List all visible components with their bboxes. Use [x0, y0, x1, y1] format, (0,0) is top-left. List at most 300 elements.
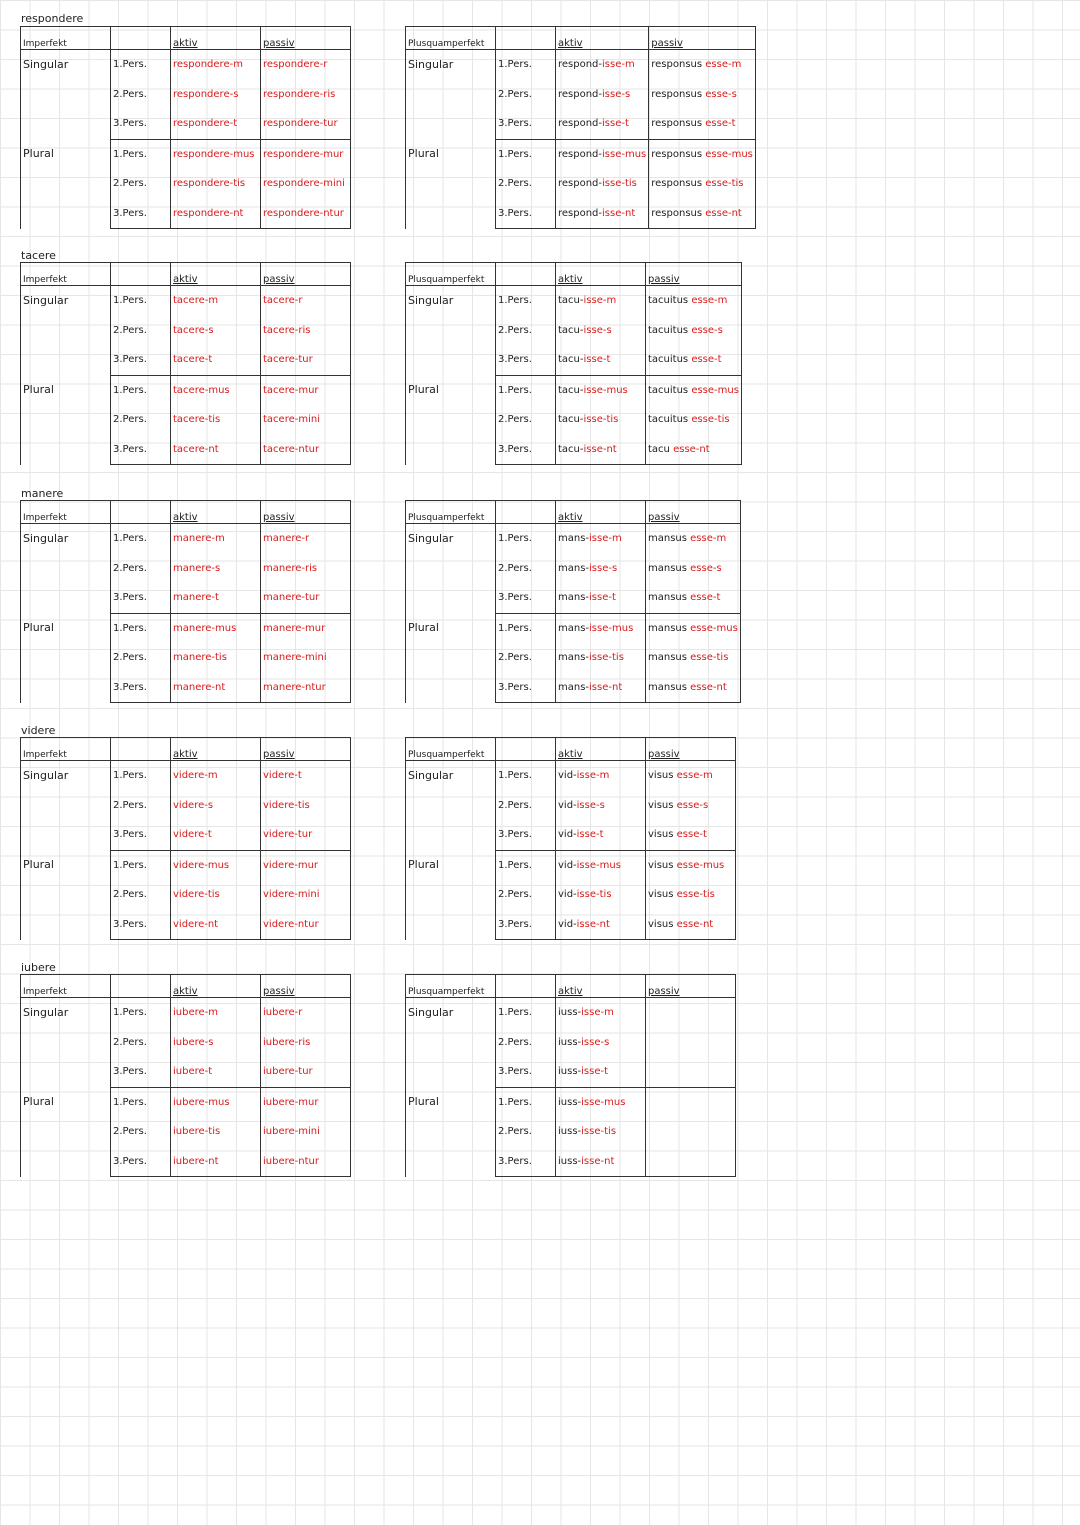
passiv-header: passiv	[646, 501, 741, 524]
person-label: 3.Pers.	[496, 199, 556, 229]
passiv-header: passiv	[261, 27, 351, 50]
form-ending: esse-t	[690, 592, 721, 604]
form-ending: videre-tis	[263, 799, 310, 811]
form-ending: isse-t	[602, 118, 629, 130]
verb-title: respondere	[21, 12, 84, 25]
form-stem: tacuitus	[648, 324, 692, 336]
passiv-form	[261, 1087, 351, 1117]
person-label: 2.Pers.	[111, 1028, 171, 1058]
tense-header: Imperfekt	[21, 975, 111, 998]
passiv-form	[261, 286, 351, 316]
aktiv-header: aktiv	[171, 975, 261, 998]
form-ending: videre-t	[263, 770, 302, 782]
table-row	[406, 998, 736, 1028]
aktiv-form	[171, 998, 261, 1028]
person-label: 2.Pers.	[496, 791, 556, 821]
aktiv-form	[556, 998, 646, 1028]
passiv-form	[261, 1057, 351, 1087]
passiv-form	[261, 820, 351, 850]
passiv-header: passiv	[261, 263, 351, 286]
aktiv-form	[556, 286, 646, 316]
form-stem: vid-	[558, 859, 577, 871]
passiv-form	[261, 199, 351, 229]
passiv-form	[261, 405, 351, 435]
table-row	[406, 524, 741, 554]
tense-header: Imperfekt	[21, 263, 111, 286]
passiv-form	[261, 375, 351, 405]
person-label: 3.Pers.	[111, 673, 171, 703]
form-ending: esse-mus	[705, 148, 753, 160]
plusquam-table-respondere	[405, 26, 756, 229]
form-ending: videre-nt	[173, 918, 219, 930]
singular-label: Singular	[21, 524, 111, 614]
form-stem: visus	[648, 859, 677, 871]
passiv-form	[261, 109, 351, 139]
form-stem: vid-	[558, 770, 577, 782]
aktiv-form	[171, 80, 261, 110]
person-label: 1.Pers.	[111, 139, 171, 169]
form-ending: esse-s	[705, 88, 737, 100]
aktiv-form	[171, 109, 261, 139]
form-ending: esse-t	[691, 354, 722, 366]
person-label: 1.Pers.	[111, 524, 171, 554]
singular-label: Singular	[406, 998, 496, 1088]
passiv-form	[646, 820, 736, 850]
aktiv-header: aktiv	[171, 27, 261, 50]
passiv-form	[261, 761, 351, 791]
aktiv-form	[556, 583, 646, 613]
person-label: 2.Pers.	[496, 643, 556, 673]
form-ending: videre-tur	[263, 829, 313, 841]
aktiv-form	[171, 1147, 261, 1177]
passiv-header: passiv	[649, 27, 756, 50]
aktiv-header: aktiv	[171, 738, 261, 761]
person-label: 1.Pers.	[496, 139, 556, 169]
person-label: 3.Pers.	[496, 435, 556, 465]
aktiv-form	[556, 80, 649, 110]
person-label: 1.Pers.	[111, 1087, 171, 1117]
form-ending: esse-tis	[705, 178, 744, 190]
aktiv-header: aktiv	[171, 501, 261, 524]
passiv-form	[646, 1028, 736, 1058]
person-label: 3.Pers.	[496, 345, 556, 375]
passiv-form	[649, 50, 756, 80]
imperfekt-table-iubere	[20, 974, 351, 1177]
form-ending: iubere-m	[173, 1007, 219, 1019]
person-header	[111, 27, 171, 50]
form-ending: esse-nt	[673, 443, 710, 455]
passiv-form	[646, 524, 741, 554]
form-ending: esse-m	[691, 295, 728, 307]
table-row	[406, 50, 756, 80]
table-row	[21, 50, 351, 80]
aktiv-form	[171, 1057, 261, 1087]
passiv-form	[646, 405, 742, 435]
plusquam-table-videre	[405, 737, 736, 940]
person-label: 1.Pers.	[111, 850, 171, 880]
form-ending: videre-mus	[173, 859, 230, 871]
form-ending: isse-m	[589, 533, 622, 545]
form-stem: mans-	[558, 622, 590, 634]
person-label: 2.Pers.	[111, 554, 171, 584]
singular-label: Singular	[406, 524, 496, 614]
person-label: 3.Pers.	[111, 1147, 171, 1177]
form-stem: iuss-	[558, 1066, 582, 1078]
aktiv-form	[556, 613, 646, 643]
aktiv-form	[556, 820, 646, 850]
form-ending: respondere-tis	[173, 178, 246, 190]
form-ending: videre-s	[173, 799, 214, 811]
person-label: 3.Pers.	[111, 910, 171, 940]
form-ending: isse-mus	[583, 384, 628, 396]
passiv-header: passiv	[646, 975, 736, 998]
form-ending: respondere-mur	[263, 148, 344, 160]
person-label: 3.Pers.	[496, 820, 556, 850]
person-label: 3.Pers.	[111, 435, 171, 465]
plusquam-table-iubere	[405, 974, 736, 1177]
form-ending: isse-nt	[602, 207, 636, 219]
aktiv-form	[171, 345, 261, 375]
form-ending: isse-tis	[589, 652, 624, 664]
table-row	[406, 850, 736, 880]
passiv-form	[646, 910, 736, 940]
table-row	[406, 613, 741, 643]
passiv-form	[261, 643, 351, 673]
form-ending: isse-nt	[581, 1155, 615, 1167]
person-header	[111, 975, 171, 998]
person-label: 1.Pers.	[111, 613, 171, 643]
aktiv-form	[171, 850, 261, 880]
form-ending: tacere-t	[173, 354, 213, 366]
verb-title: tacere	[21, 249, 56, 262]
person-label: 1.Pers.	[111, 50, 171, 80]
form-stem: responsus	[651, 59, 706, 71]
form-ending: videre-mini	[263, 889, 320, 901]
form-ending: iubere-ntur	[263, 1155, 319, 1167]
aktiv-header: aktiv	[556, 975, 646, 998]
passiv-form	[261, 345, 351, 375]
passiv-form	[261, 880, 351, 910]
form-stem: mans-	[558, 592, 590, 604]
form-ending: esse-mus	[691, 384, 739, 396]
plural-label: Plural	[406, 375, 496, 465]
form-ending: esse-t	[705, 118, 736, 130]
form-ending: iubere-nt	[173, 1155, 219, 1167]
aktiv-form	[171, 139, 261, 169]
form-stem: tacu-	[558, 384, 584, 396]
person-label: 3.Pers.	[111, 109, 171, 139]
form-ending: tacere-m	[173, 295, 219, 307]
table-row	[21, 850, 351, 880]
form-stem: tacu-	[558, 414, 584, 426]
table-row	[21, 524, 351, 554]
aktiv-form	[171, 673, 261, 703]
form-ending: isse-tis	[581, 1126, 617, 1138]
person-header	[111, 501, 171, 524]
form-ending: isse-t	[576, 829, 604, 841]
person-label: 3.Pers.	[496, 1057, 556, 1087]
person-label: 2.Pers.	[111, 791, 171, 821]
form-ending: isse-mus	[602, 148, 647, 160]
aktiv-form	[171, 524, 261, 554]
form-ending: isse-mus	[576, 859, 621, 871]
form-stem: mans-	[558, 652, 590, 664]
passiv-form	[261, 791, 351, 821]
passiv-form	[649, 139, 756, 169]
form-ending: esse-s	[691, 324, 723, 336]
person-label: 2.Pers.	[496, 1028, 556, 1058]
form-stem: tacu-	[558, 324, 584, 336]
aktiv-form	[171, 910, 261, 940]
passiv-form	[646, 1117, 736, 1147]
verb-title: manere	[21, 487, 64, 500]
form-ending: isse-tis	[583, 414, 619, 426]
form-ending: isse-s	[602, 88, 631, 100]
person-label: 2.Pers.	[111, 880, 171, 910]
aktiv-form	[556, 1117, 646, 1147]
form-ending: iubere-tur	[263, 1066, 313, 1078]
table-row	[21, 139, 351, 169]
form-ending: isse-nt	[576, 918, 610, 930]
form-stem: mansus	[648, 622, 691, 634]
passiv-form	[261, 554, 351, 584]
person-label: 1.Pers.	[111, 375, 171, 405]
form-ending: isse-nt	[589, 681, 623, 693]
person-label: 1.Pers.	[496, 524, 556, 554]
table-row	[21, 613, 351, 643]
form-stem: iuss-	[558, 1096, 582, 1108]
aktiv-form	[556, 673, 646, 703]
form-ending: respondere-nt	[173, 207, 244, 219]
passiv-form	[261, 613, 351, 643]
aktiv-form	[556, 50, 649, 80]
person-label: 2.Pers.	[111, 316, 171, 346]
person-label: 2.Pers.	[111, 643, 171, 673]
form-ending: tacere-r	[263, 295, 303, 307]
person-label: 2.Pers.	[111, 405, 171, 435]
form-stem: mansus	[648, 652, 691, 664]
aktiv-form	[556, 1028, 646, 1058]
person-label: 1.Pers.	[111, 998, 171, 1028]
aktiv-form	[556, 345, 646, 375]
form-ending: manere-r	[263, 533, 310, 545]
form-stem: tacu-	[558, 354, 584, 366]
form-ending: videre-t	[173, 829, 212, 841]
form-stem: iuss-	[558, 1036, 582, 1048]
form-ending: respondere-r	[263, 59, 328, 71]
aktiv-form	[556, 169, 649, 199]
passiv-form	[261, 169, 351, 199]
form-ending: tacere-tur	[263, 354, 313, 366]
form-ending: esse-nt	[690, 681, 727, 693]
form-ending: iubere-mini	[263, 1126, 320, 1138]
passiv-form	[646, 1087, 736, 1117]
tense-header: Imperfekt	[21, 501, 111, 524]
aktiv-form	[171, 199, 261, 229]
form-stem: visus	[648, 829, 677, 841]
person-label: 1.Pers.	[496, 761, 556, 791]
form-ending: tacere-mus	[173, 384, 230, 396]
singular-label: Singular	[21, 998, 111, 1088]
form-stem: respond-	[558, 59, 603, 71]
person-label: 3.Pers.	[496, 583, 556, 613]
aktiv-form	[171, 286, 261, 316]
person-label: 1.Pers.	[111, 286, 171, 316]
form-ending: manere-tis	[173, 652, 227, 664]
passiv-form	[649, 109, 756, 139]
singular-label: Singular	[21, 761, 111, 851]
form-ending: respondere-m	[173, 59, 243, 71]
passiv-form	[261, 998, 351, 1028]
form-stem: visus	[648, 770, 677, 782]
person-header	[496, 263, 556, 286]
singular-label: Singular	[406, 761, 496, 851]
passiv-form	[261, 139, 351, 169]
form-ending: isse-t	[583, 354, 611, 366]
person-label: 2.Pers.	[496, 169, 556, 199]
tense-header: Imperfekt	[21, 27, 111, 50]
aktiv-form	[171, 169, 261, 199]
tense-header: Plusquamperfekt	[406, 975, 496, 998]
form-ending: videre-mur	[263, 859, 319, 871]
passiv-form	[646, 375, 742, 405]
person-label: 2.Pers.	[496, 405, 556, 435]
form-stem: responsus	[651, 207, 706, 219]
form-stem: visus	[648, 918, 677, 930]
aktiv-form	[556, 375, 646, 405]
table-row	[406, 761, 736, 791]
form-ending: isse-m	[576, 770, 610, 782]
form-stem: iuss-	[558, 1007, 582, 1019]
form-ending: esse-t	[676, 829, 707, 841]
person-label: 1.Pers.	[496, 850, 556, 880]
aktiv-form	[171, 880, 261, 910]
form-stem: respond-	[558, 178, 603, 190]
form-ending: isse-mus	[581, 1096, 626, 1108]
plural-label: Plural	[406, 1087, 496, 1177]
aktiv-form	[171, 583, 261, 613]
aktiv-form	[556, 524, 646, 554]
aktiv-form	[556, 554, 646, 584]
passiv-form	[646, 791, 736, 821]
person-label: 2.Pers.	[496, 80, 556, 110]
form-ending: esse-tis	[690, 652, 729, 664]
person-label: 3.Pers.	[496, 910, 556, 940]
aktiv-form	[556, 880, 646, 910]
form-ending: tacere-mini	[263, 414, 320, 426]
aktiv-form	[171, 613, 261, 643]
form-ending: isse-m	[583, 295, 617, 307]
form-ending: respondere-ris	[263, 88, 336, 100]
form-stem: responsus	[651, 178, 706, 190]
person-label: 3.Pers.	[111, 345, 171, 375]
person-label: 1.Pers.	[496, 375, 556, 405]
form-stem: vid-	[558, 918, 577, 930]
table-row	[406, 139, 756, 169]
person-label: 2.Pers.	[496, 554, 556, 584]
aktiv-form	[556, 139, 649, 169]
passiv-header: passiv	[261, 975, 351, 998]
passiv-form	[261, 910, 351, 940]
aktiv-form	[171, 1028, 261, 1058]
form-ending: isse-s	[583, 324, 612, 336]
form-stem: tacuitus	[648, 295, 692, 307]
table-row	[406, 286, 742, 316]
passiv-form	[646, 673, 741, 703]
aktiv-form	[556, 1147, 646, 1177]
person-header	[496, 501, 556, 524]
form-ending: tacere-s	[173, 324, 214, 336]
passiv-form	[646, 345, 742, 375]
form-ending: isse-t	[581, 1066, 609, 1078]
form-ending: esse-mus	[676, 859, 725, 871]
form-stem: tacu-	[558, 443, 584, 455]
form-stem: mansus	[648, 681, 691, 693]
person-label: 1.Pers.	[496, 998, 556, 1028]
person-label: 3.Pers.	[111, 1057, 171, 1087]
form-stem: visus	[648, 889, 677, 901]
form-ending: isse-m	[602, 59, 635, 71]
passiv-form	[646, 1057, 736, 1087]
form-ending: esse-mus	[690, 622, 738, 634]
form-stem: respond-	[558, 207, 603, 219]
aktiv-header: aktiv	[556, 27, 649, 50]
form-stem: mans-	[558, 562, 590, 574]
aktiv-header: aktiv	[556, 738, 646, 761]
form-stem: respond-	[558, 148, 603, 160]
person-label: 3.Pers.	[496, 673, 556, 703]
form-ending: iubere-mus	[173, 1096, 230, 1108]
form-stem: mansus	[648, 562, 691, 574]
form-ending: tacere-mur	[263, 384, 319, 396]
aktiv-header: aktiv	[556, 501, 646, 524]
form-stem: responsus	[651, 148, 706, 160]
aktiv-form	[556, 109, 649, 139]
form-ending: esse-tis	[676, 889, 715, 901]
form-ending: videre-tis	[173, 889, 220, 901]
person-label: 1.Pers.	[111, 761, 171, 791]
form-ending: isse-nt	[583, 443, 617, 455]
form-ending: manere-mur	[263, 622, 326, 634]
passiv-form	[646, 643, 741, 673]
form-ending: esse-nt	[705, 207, 742, 219]
plural-label: Plural	[21, 139, 111, 229]
form-ending: tacere-ntur	[263, 443, 320, 455]
table-row	[406, 375, 742, 405]
form-ending: manere-s	[173, 562, 221, 574]
imperfekt-table-tacere	[20, 262, 351, 465]
form-stem: respond-	[558, 118, 603, 130]
form-ending: iubere-mur	[263, 1096, 319, 1108]
form-ending: isse-s	[576, 799, 605, 811]
form-ending: respondere-tur	[263, 118, 338, 130]
table-row	[21, 1087, 351, 1117]
passiv-form	[646, 1147, 736, 1177]
form-stem: mansus	[648, 592, 691, 604]
form-ending: manere-t	[173, 592, 219, 604]
form-ending: respondere-ntur	[263, 207, 344, 219]
aktiv-form	[171, 554, 261, 584]
form-stem: mansus	[648, 533, 691, 545]
form-ending: respondere-mini	[263, 178, 345, 190]
verb-title: videre	[21, 724, 56, 737]
form-ending: manere-ris	[263, 562, 318, 574]
form-stem: responsus	[651, 118, 706, 130]
form-ending: isse-s	[581, 1036, 610, 1048]
aktiv-form	[556, 850, 646, 880]
singular-label: Singular	[406, 50, 496, 140]
person-label: 1.Pers.	[496, 613, 556, 643]
